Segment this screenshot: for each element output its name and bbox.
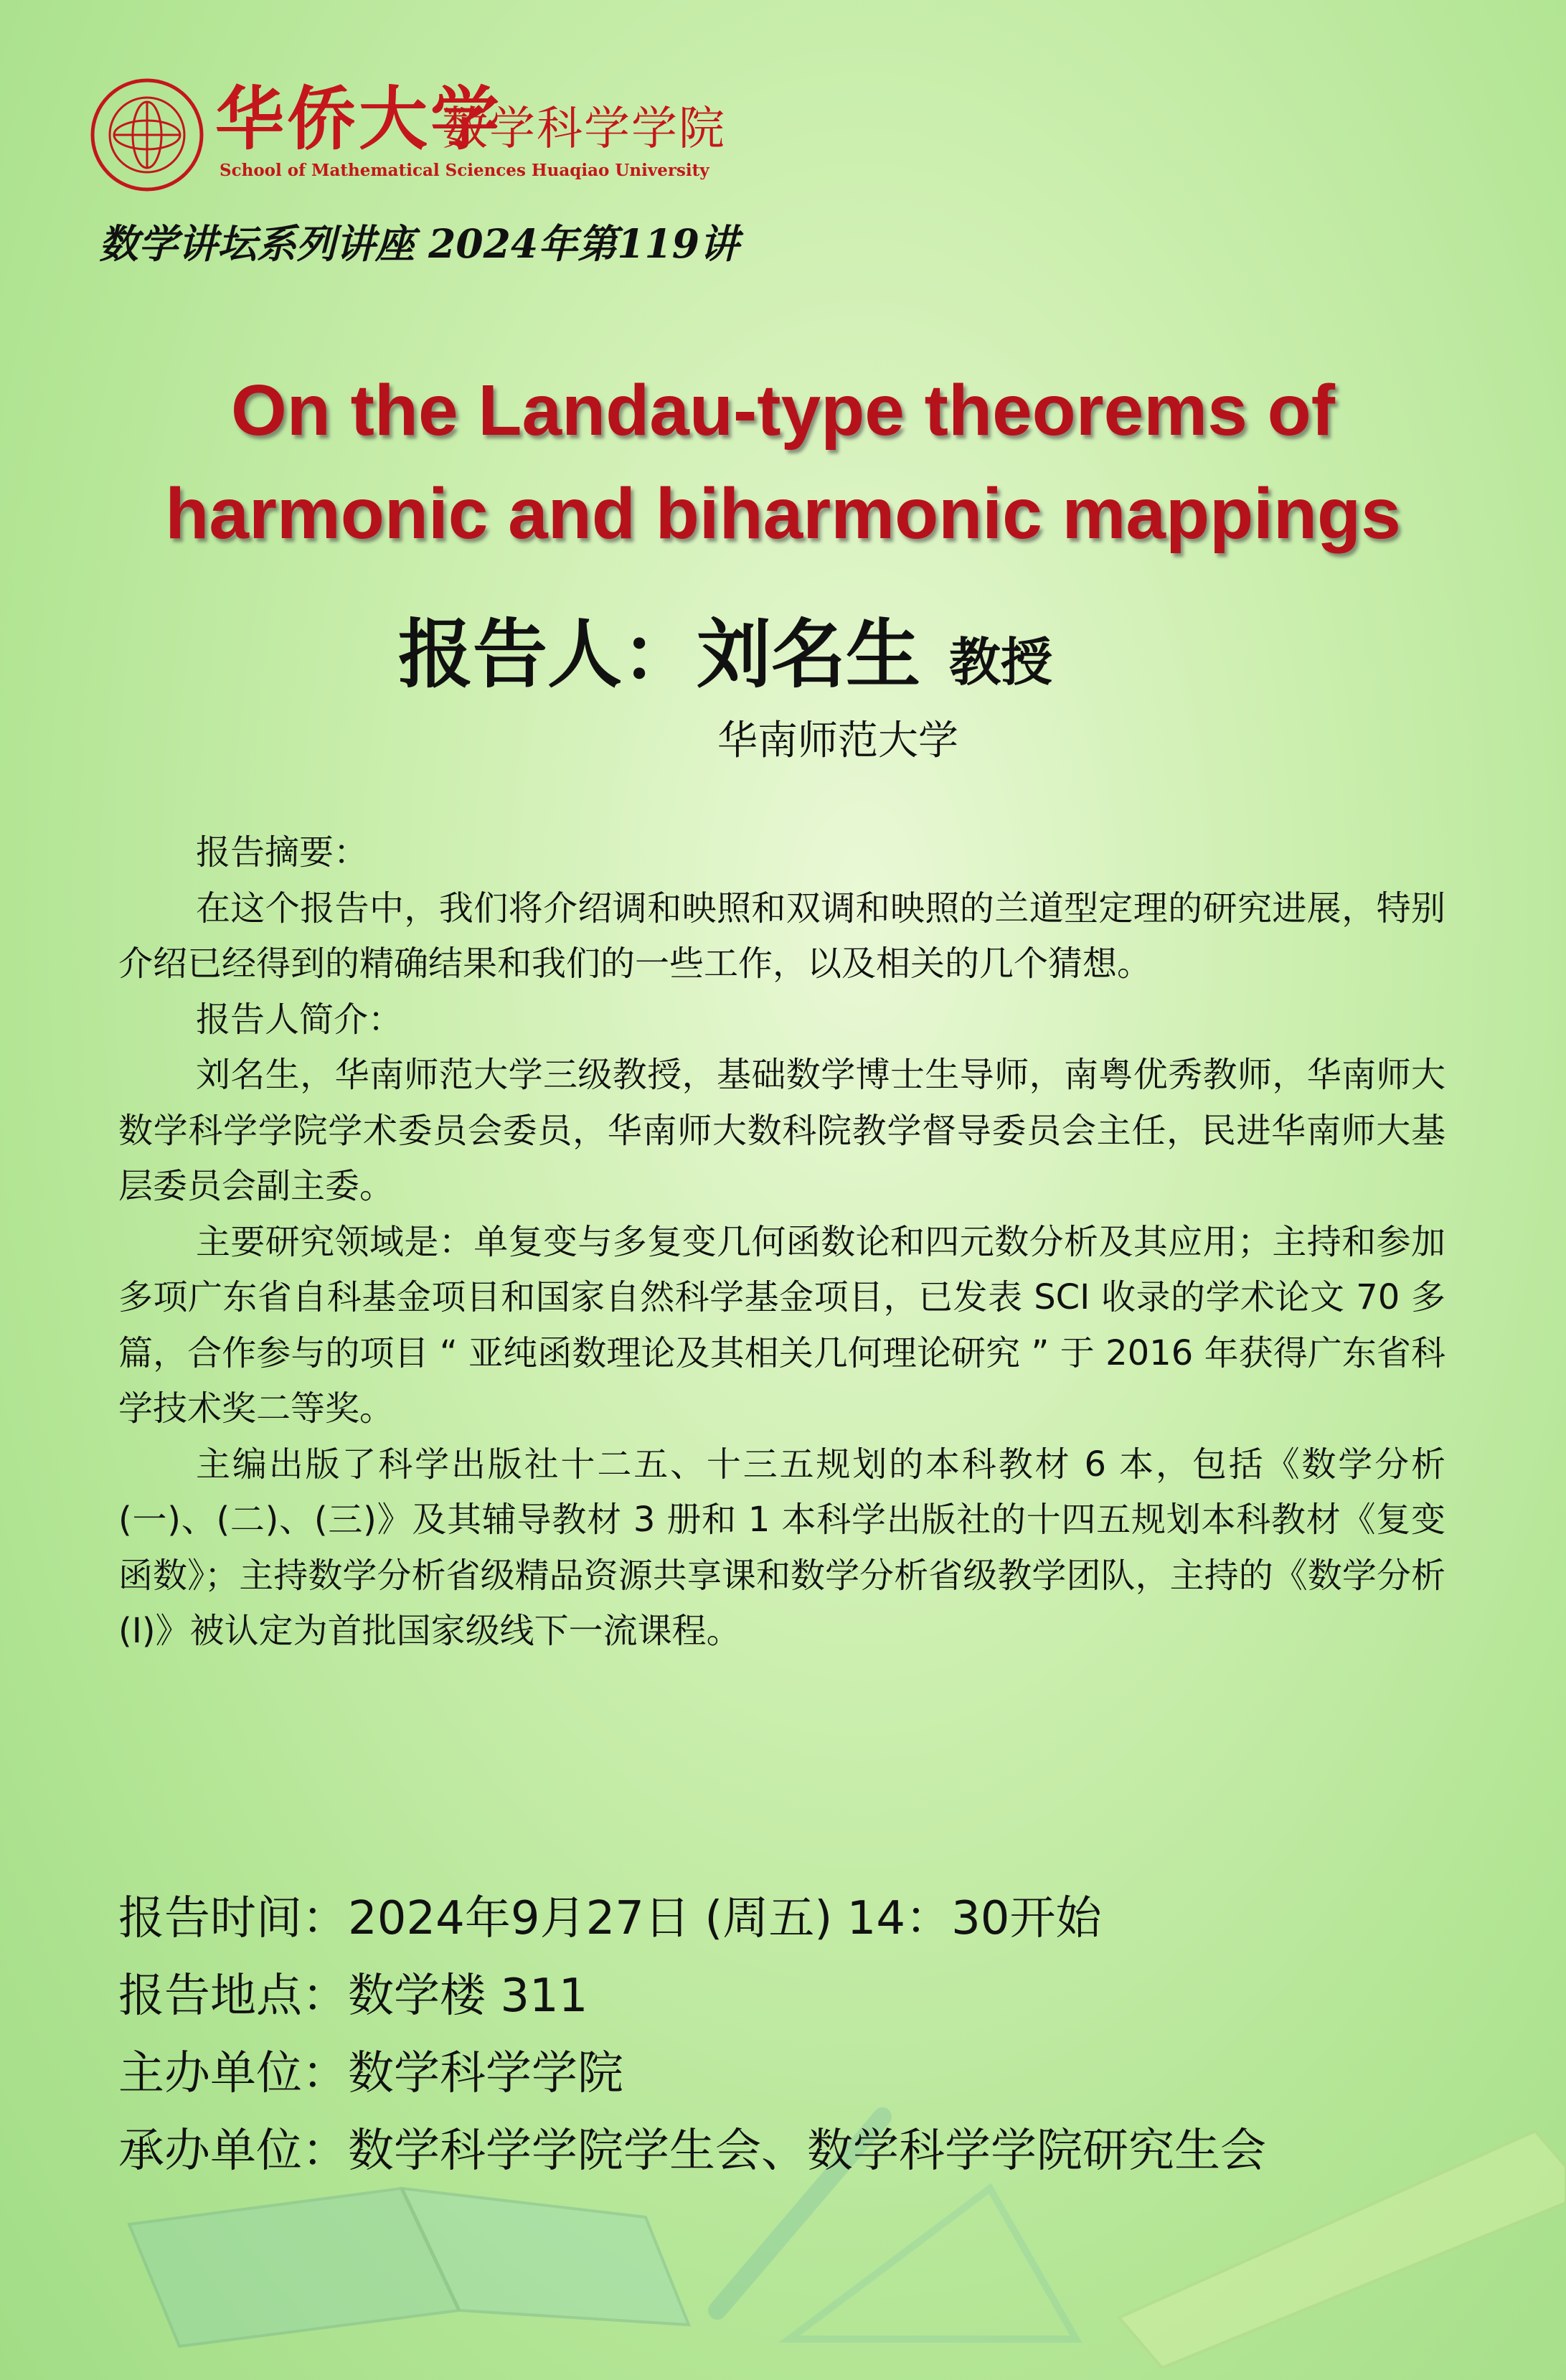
speaker-title: 教授: [949, 632, 1053, 692]
talk-title: [0, 359, 1566, 565]
event-host: 主办单位：数学科学学院: [118, 2047, 623, 2100]
school-name-en: School of Mathematical Sciences Huaqiao University: [220, 161, 709, 180]
book-icon: [129, 2188, 689, 2346]
university-seal-icon: [90, 77, 204, 192]
speaker-name: 刘名生: [697, 611, 921, 698]
bio-paragraph-1: 刘名生，华南师范大学三级教授，基础数学博士生导师，南粤优秀教师，华南师大数学科学学院学术委员会委员，华南师大数科院教学督导委员会主任，民进华南师大基层委员会副主委。: [118, 1055, 1445, 1206]
lecture-series: 数学讲坛系列讲座 2024年第119讲: [99, 220, 740, 267]
speaker-line: [398, 611, 1053, 698]
talk-title-line2: harmonic and biharmonic mappings: [165, 474, 1401, 554]
event-organizer: 承办单位：数学科学学院学生会、数学科学学院研究生会: [118, 2125, 1266, 2178]
speaker-label: 报告人：: [398, 611, 697, 698]
university-name: 华侨大学: [215, 78, 502, 159]
speaker-affiliation: 华南师范大学: [717, 718, 958, 764]
bio-paragraph-2: 主要研究领域是：单复变与多复变几何函数论和四元数分析及其应用；主持和参加多项广东省自科基金项目和国家自然科学基金项目，已发表 SCI 收录的学术论文 70 多篇，合作参与的项目 “ 亚纯函数理论及其相关几何理论研究 ” 于 2016 年获得广东省科学技术奖二等奖。: [118, 1221, 1445, 1429]
bio-heading: 报告人简介：: [196, 999, 403, 1040]
bio-paragraph-3: 主编出版了科学出版社十二五、十三五规划的本科教材 6 本，包括《数学分析(一)、(二)、(三)》及其辅导教材 3 册和 1 本科学出版社的十四五规划本科教材《复变函数》；主持数学分析省级精品资源共享课和数学分析省级教学团队，主持的《数学分析 (I)》被认定为首批国家级线下一流课程。: [118, 1444, 1445, 1651]
event-time: 报告时间：2024年9月27日 (周五) 14：30开始: [118, 1892, 1102, 1945]
event-info: [118, 1880, 1266, 2190]
abstract-heading: 报告摘要：: [196, 832, 369, 872]
talk-title-line1: On the Landau-type theorems of: [230, 370, 1335, 451]
triangle-decoration: [789, 2188, 1076, 2339]
abstract-text: 在这个报告中，我们将介绍调和映照和双调和映照的兰道型定理的研究进展，特别介绍已经得到的精确结果和我们的一些工作，以及相关的几个猜想。: [118, 888, 1445, 984]
talk-body: [118, 825, 1445, 1660]
school-name-cn: 数学科学学院: [442, 103, 726, 156]
event-place: 报告地点：数学楼 311: [118, 1970, 588, 2023]
